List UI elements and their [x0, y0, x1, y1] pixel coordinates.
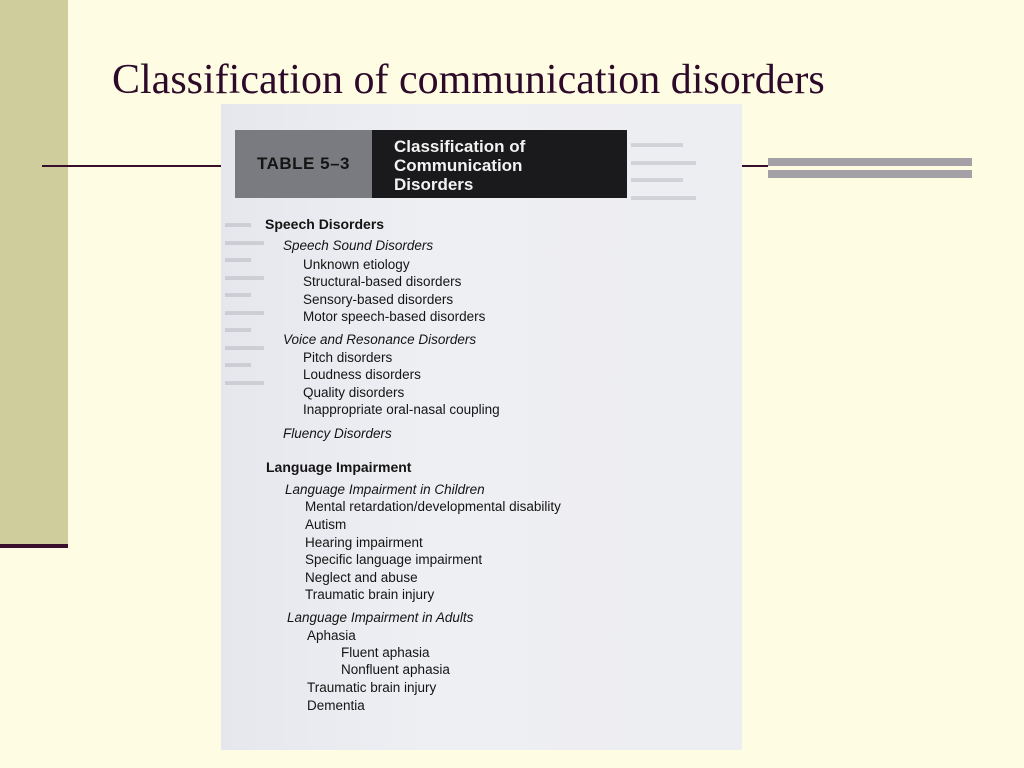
left-accent-rule	[0, 544, 68, 548]
disorder-item: Unknown etiology	[303, 257, 410, 272]
disorder-item: Autism	[305, 517, 347, 532]
disorder-item: Motor speech-based disorders	[303, 309, 486, 324]
table-number: TABLE 5–3	[235, 130, 372, 198]
disorder-item: Quality disorders	[303, 385, 405, 400]
bleed-through-text-right: ▬▬▬▬ ▬▬▬▬▬ ▬▬▬▬ ▬▬▬▬▬	[631, 135, 696, 203]
disorder-item: Structural-based disorders	[303, 274, 462, 289]
disorder-item: Pitch disorders	[303, 350, 393, 365]
bleed-through-text-left: ▬▬ ▬▬▬ ▬▬ ▬▬▬ ▬▬ ▬▬▬ ▬▬ ▬▬▬ ▬▬ ▬▬▬	[225, 215, 264, 388]
subcategory-heading: Voice and Resonance Disorders	[283, 332, 477, 347]
disorder-item: Mental retardation/developmental disability	[305, 499, 561, 514]
disorder-item: Neglect and abuse	[305, 570, 418, 585]
title-divider-right-double	[768, 158, 972, 178]
subcategory-heading: Language Impairment in Adults	[287, 610, 474, 625]
category-heading: Language Impairment	[266, 459, 412, 475]
title-divider-left	[42, 165, 222, 167]
disorder-item: Hearing impairment	[305, 535, 423, 550]
disorder-item: Sensory-based disorders	[303, 292, 454, 307]
disorder-item: Nonfluent aphasia	[341, 662, 450, 677]
table-title-line: Classification of	[394, 137, 526, 156]
slide-title: Classification of communication disorders	[112, 57, 825, 103]
classification-list	[221, 104, 742, 750]
disorder-item: Fluent aphasia	[341, 645, 430, 660]
scanned-table-image	[221, 104, 742, 750]
disorder-item: Specific language impairment	[305, 552, 483, 567]
subcategory-heading: Speech Sound Disorders	[283, 238, 434, 253]
category-heading: Speech Disorders	[265, 216, 385, 232]
title-divider-right-thin	[742, 165, 768, 167]
subcategory-heading: Fluency Disorders	[283, 426, 392, 441]
disorder-item: Traumatic brain injury	[305, 587, 435, 602]
table-title-line: Communication	[394, 156, 523, 175]
table-title-line: Disorders	[394, 175, 474, 194]
disorder-item: Traumatic brain injury	[307, 680, 437, 695]
subcategory-heading: Language Impairment in Children	[285, 482, 485, 497]
disorder-item: Aphasia	[307, 628, 356, 643]
disorder-item: Dementia	[307, 698, 365, 713]
disorder-item: Loudness disorders	[303, 367, 421, 382]
left-accent-bar	[0, 0, 68, 544]
disorder-item: Inappropriate oral-nasal coupling	[303, 402, 500, 417]
